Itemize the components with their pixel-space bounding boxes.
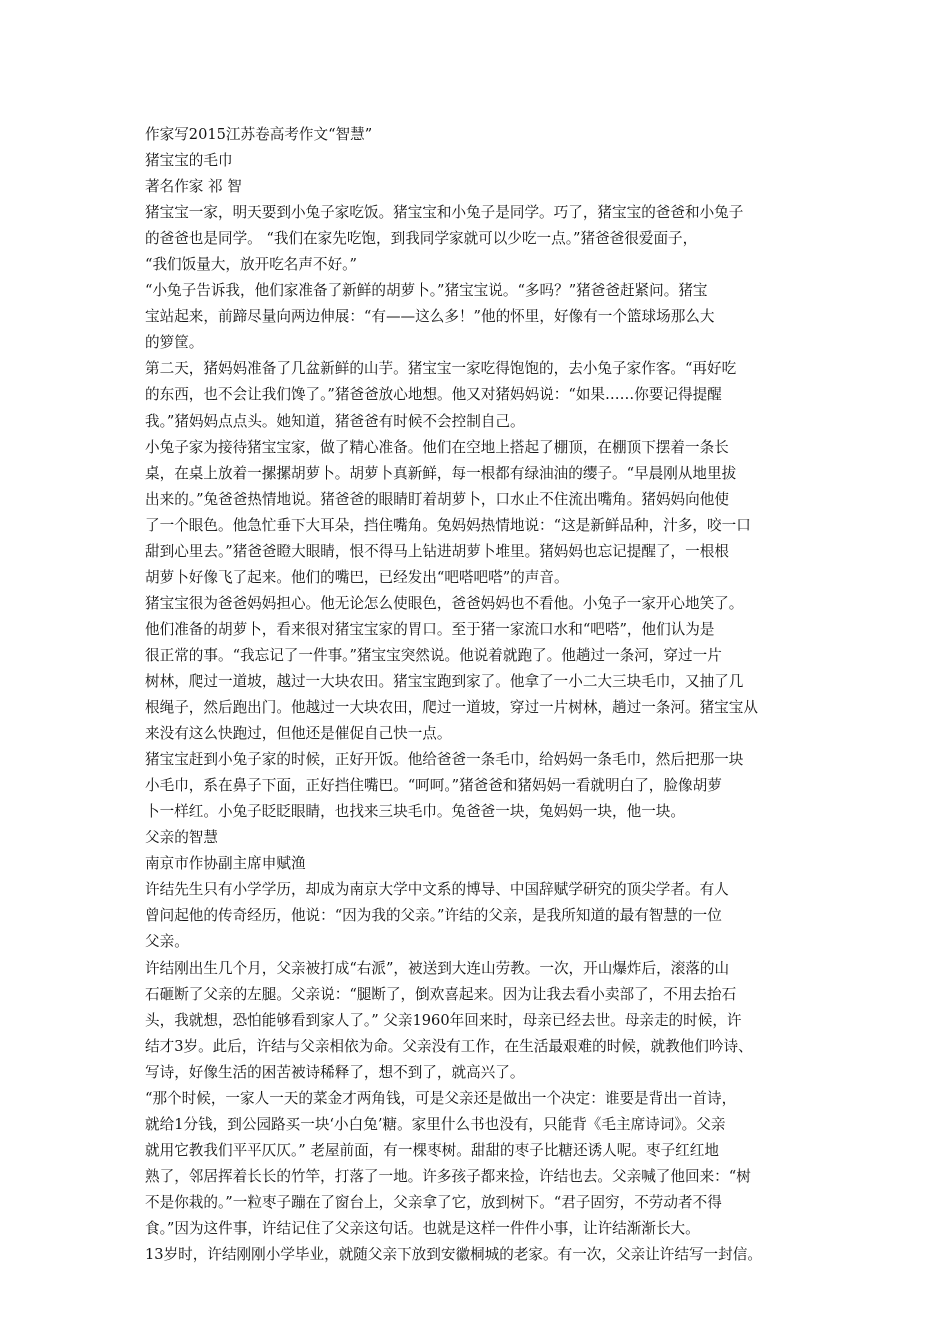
text-line: 来没有这么快跑过，但他还是催促自己快一点。	[145, 725, 452, 743]
text-line: 桌，在桌上放着一摞摞胡萝卜。胡萝卜真新鲜，每一根都有绿油油的缨子。“早晨刚从地里拔	[145, 464, 737, 482]
text-line: 猪宝宝很为爸爸妈妈担心。他无论怎么使眼色，爸爸妈妈也不看他。小兔子一家开心地笑了。	[145, 594, 744, 612]
text-line: 父亲。	[145, 933, 189, 951]
text-line: 宝站起来，前蹄尽量向两边伸展：“有——这么多！”他的怀里，好像有一个篮球场那么大	[145, 308, 715, 326]
paragraph	[145, 278, 821, 356]
text-line: 他们准备的胡萝卜，看来很对猪宝宝家的胃口。至于猪一家流口水和“吧嗒”，他们认为是	[145, 620, 715, 638]
paragraph	[145, 956, 821, 1086]
story2-title: 父亲的智慧	[145, 829, 218, 847]
story1-author: 著名作家 祁 智	[145, 178, 242, 196]
text-line: 很正常的事。“我忘记了一件事。”猪宝宝突然说。他说着就跑了。他趟过一条河，穿过一片	[145, 646, 722, 664]
paragraph	[145, 1242, 821, 1268]
text-line: 卜一样红。小兔子眨眨眼睛，也找来三块毛巾。兔爸爸一块，兔妈妈一块，他一块。	[145, 803, 685, 821]
text-line: 猪宝宝一家，明天要到小兔子家吃饭。猪宝宝和小兔子是同学。巧了，猪宝宝的爸爸和小兔子	[145, 204, 744, 222]
paragraph	[145, 747, 821, 825]
text-line: 食。”因为这件事，许结记住了父亲这句话。也就是这样一件件小事，让许结渐渐长大。	[145, 1219, 700, 1237]
story1-title: 猪宝宝的毛巾	[145, 152, 233, 170]
text-line: 的东西，也不会让我们馋了。”猪爸爸放心地想。他又对猪妈妈说：“如果……你要记得提醒	[145, 386, 722, 404]
text-line: 石砸断了父亲的左腿。父亲说：“腿断了，倒欢喜起来。因为让我去看小卖部了，不用去抬石	[145, 985, 737, 1003]
text-line: 的箩筐。	[145, 334, 204, 352]
paragraph	[145, 877, 821, 955]
paragraph	[145, 1086, 821, 1242]
text-line: 许结刚出生几个月，父亲被打成“右派”，被送到大连山劳教。一次，开山爆炸后，滚落的山	[145, 959, 730, 977]
text-line: 甜到心里去。”猪爸爸瞪大眼睛，恨不得马上钻进胡萝卜堆里。猪妈妈也忘记提醒了，一根根	[145, 542, 729, 560]
text-line: 13岁时，许结刚刚小学毕业，就随父亲下放到安徽桐城的老家。有一次，父亲让许结写一封信。	[145, 1246, 762, 1264]
text-line: 许结先生只有小学学历，却成为南京大学中文系的博导、中国辞赋学研究的顶尖学者。有人	[145, 881, 729, 899]
text-line: 小毛巾，系在鼻子下面，正好挡住嘴巴。“呵呵。”猪爸爸和猪妈妈一看就明白了，脸像胡萝	[145, 777, 722, 795]
text-line: 小兔子家为接待猪宝宝家，做了精心准备。他们在空地上搭起了棚顶，在棚顶下摆着一条长	[145, 438, 729, 456]
text-line: 就给1分钱，到公园路买一块‘小白兔’糖。家里什么书也没有，只能背《毛主席诗词》。父亲	[145, 1115, 726, 1133]
text-line: 写诗，好像生活的困苦被诗稀释了，想不到了，就高兴了。	[145, 1063, 525, 1081]
text-line: 我。”猪妈妈点点头。她知道，猪爸爸有时候不会控制自己。	[145, 412, 525, 430]
text-line: 出来的。”兔爸爸热情地说。猪爸爸的眼睛盯着胡萝卜，口水止不住流出嘴角。猪妈妈向他使	[145, 490, 729, 508]
text-line: 树林，爬过一道坡，越过一大块农田。猪宝宝跑到家了。他拿了一小二大三块毛巾，又抽了几	[145, 672, 744, 690]
text-line: 曾问起他的传奇经历，他说：“因为我的父亲。”许结的父亲，是我所知道的最有智慧的一位	[145, 907, 722, 925]
text-line: 结才3岁。此后，许结与父亲相依为命。父亲没有工作，在生活最艰难的时候，就教他们吟诗、	[145, 1037, 753, 1055]
text-line: “我们饭量大，放开吃名声不好。”	[145, 256, 357, 274]
text-line: 的爸爸也是同学。 “我们在家先吃饱，到我同学家就可以少吃一点。”猪爸爸很爱面子，	[145, 230, 698, 248]
story2-body	[145, 877, 821, 1268]
text-line: 第二天，猪妈妈准备了几盆新鲜的山芋。猪宝宝一家吃得饱饱的，去小兔子家作客。“再好吃	[145, 360, 737, 378]
text-line: 头，我就想，恐怕能够看到家人了。” 父亲1960年回来时，母亲已经去世。母亲走的时候，许	[145, 1011, 742, 1029]
story2-author: 南京市作协副主席申赋渔	[145, 855, 306, 873]
paragraph	[145, 435, 821, 591]
text-line: 不是你栽的。”一粒枣子蹦在了窗台上，父亲拿了它，放到树下。“君子固穷，不劳动者不得	[145, 1193, 722, 1211]
paragraph	[145, 356, 821, 434]
text-line: “小兔子告诉我，他们家准备了新鲜的胡萝卜。”猪宝宝说。“多吗？”猪爸爸赶紧问。猪宝	[145, 282, 708, 300]
paragraph	[145, 591, 821, 747]
paragraph	[145, 200, 821, 278]
text-line: 胡萝卜好像飞了起来。他们的嘴巴，已经发出“吧嗒吧嗒”的声音。	[145, 568, 569, 586]
text-line: “那个时候，一家人一天的菜金才两角钱，可是父亲还是做出一个决定：谁要是背出一首诗，	[145, 1089, 737, 1107]
text-line: 熟了，邻居挥着长长的竹竿，打落了一地。许多孩子都来捡，许结也去。父亲喊了他回来：“树	[145, 1167, 751, 1185]
text-line: 了一个眼色。他急忙垂下大耳朵，挡住嘴角。兔妈妈热情地说：“这是新鲜品种，汁多，咬一口	[145, 516, 751, 534]
text-line: 猪宝宝赶到小兔子家的时候，正好开饭。他给爸爸一条毛巾，给妈妈一条毛巾，然后把那一块	[145, 751, 744, 769]
text-line: 根绳子，然后跑出门。他越过一大块农田，爬过一道坡，穿过一片树林，趟过一条河。猪宝宝从	[145, 699, 758, 717]
document-page	[145, 122, 821, 1268]
story1-body	[145, 200, 821, 825]
document-title: 作家写2015江苏卷高考作文“智慧”	[145, 126, 373, 143]
text-line: 就用它教我们平平仄仄。” 老屋前面，有一棵枣树。甜甜的枣子比糖还诱人呢。枣子红红地	[145, 1141, 719, 1159]
